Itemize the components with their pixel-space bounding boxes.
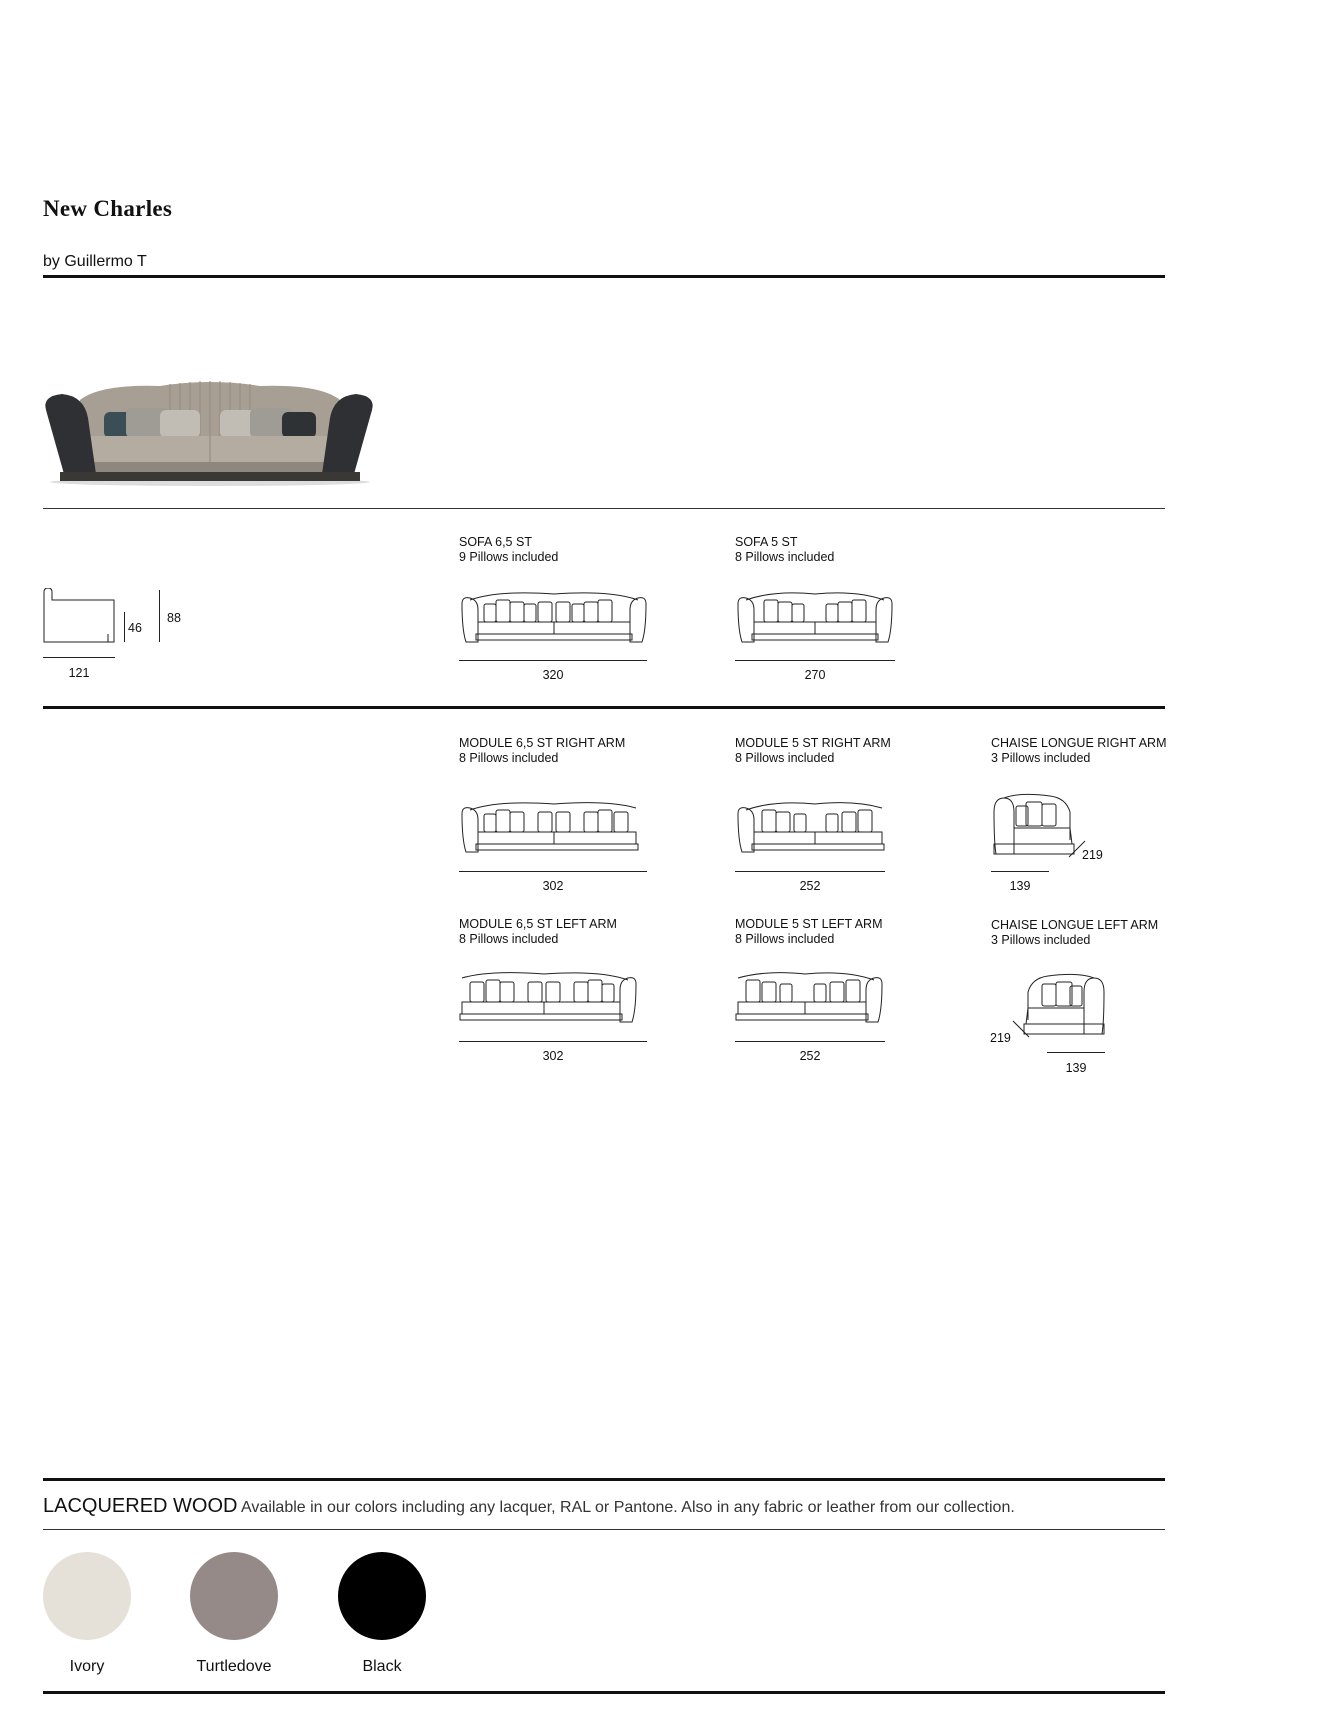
finishes-bottom-divider (43, 1691, 1165, 1694)
item-pillows: 8 Pillows included (735, 932, 835, 946)
swatch-turtledove (190, 1552, 278, 1640)
item-pillows: 8 Pillows included (459, 751, 559, 765)
swatch-black (338, 1552, 426, 1640)
module-5-right-drawing (734, 800, 886, 858)
module-65-right-item (459, 736, 625, 766)
swatch-label-turtledove: Turtledove (196, 1658, 272, 1675)
finishes-divider (43, 1529, 1165, 1530)
chaise-left-width-line (1047, 1052, 1105, 1053)
module-5-left-width-line (735, 1041, 885, 1042)
module-5-right-width-line (735, 871, 885, 872)
sofa-65-drawing (458, 590, 650, 646)
designer-byline: by Guillermo T (43, 253, 147, 270)
module-65-left-item (459, 917, 617, 947)
item-pillows: 8 Pillows included (735, 751, 835, 765)
sofa-65-width: 320 (542, 668, 564, 682)
total-height-dim: 88 (167, 611, 181, 625)
item-pillows: 8 Pillows included (459, 932, 559, 946)
sofa-65-item (459, 535, 558, 565)
side-profile-drawing (42, 588, 117, 643)
module-65-right-width-line (459, 871, 647, 872)
depth-line (43, 657, 115, 658)
chaise-left-drawing (1022, 972, 1108, 1038)
item-pillows: 3 Pillows included (991, 933, 1091, 947)
module-5-left-item (735, 917, 883, 947)
finishes-description: Available in our colors including any lacquer, RAL or Pantone. Also in any fabric or leather from our collection. (241, 1499, 1015, 1516)
photo-divider (43, 508, 1165, 509)
module-65-left-width-line (459, 1041, 647, 1042)
sofa-5-drawing (734, 590, 896, 646)
chaise-right-width: 139 (1009, 879, 1031, 893)
item-name: MODULE 5 ST LEFT ARM (735, 917, 883, 931)
module-65-right-width: 302 (542, 879, 564, 893)
total-height-line (159, 590, 160, 642)
chaise-left-depth: 219 (990, 1031, 1011, 1045)
item-name: MODULE 5 ST RIGHT ARM (735, 736, 891, 750)
item-name: SOFA 5 ST (735, 535, 798, 549)
swatch-circle (190, 1552, 278, 1640)
module-65-left-drawing (458, 970, 640, 1028)
module-65-right-drawing (458, 800, 640, 858)
seat-height-dim: 46 (128, 621, 142, 635)
finishes-top-divider (43, 1478, 1165, 1481)
header-divider (43, 275, 1165, 278)
swatch-circle (338, 1552, 426, 1640)
module-5-left-drawing (734, 970, 886, 1028)
section-divider (43, 706, 1165, 709)
item-name: CHAISE LONGUE RIGHT ARM (991, 736, 1167, 750)
chaise-right-drawing (990, 792, 1080, 858)
item-pillows: 3 Pillows included (991, 751, 1091, 765)
sofa-5-width: 270 (804, 668, 826, 682)
chaise-left-width: 139 (1065, 1061, 1087, 1075)
chaise-right-width-line (991, 871, 1049, 872)
finishes-heading-row (43, 1495, 1015, 1518)
sofa-5-item (735, 535, 834, 565)
product-title: New Charles (43, 196, 173, 221)
swatch-label-ivory: Ivory (69, 1658, 105, 1675)
sofa-65-width-line (459, 660, 647, 661)
swatch-ivory (43, 1552, 131, 1640)
chaise-right-depth: 219 (1082, 848, 1103, 862)
product-photo (40, 378, 378, 486)
sofa-5-width-line (735, 660, 895, 661)
seat-height-line (124, 612, 125, 642)
swatch-circle (43, 1552, 131, 1640)
item-name: MODULE 6,5 ST LEFT ARM (459, 917, 617, 931)
depth-dim: 121 (68, 666, 90, 680)
item-name: MODULE 6,5 ST RIGHT ARM (459, 736, 626, 750)
item-name: SOFA 6,5 ST (459, 535, 532, 549)
chaise-left-depth-line (1012, 1020, 1030, 1038)
module-5-right-width: 252 (799, 879, 821, 893)
module-65-left-width: 302 (542, 1049, 564, 1063)
item-pillows: 8 Pillows included (735, 550, 835, 564)
chaise-left-item (991, 918, 1158, 948)
finishes-heading: LACQUERED WOOD (43, 1495, 238, 1517)
item-pillows: 9 Pillows included (459, 550, 559, 564)
module-5-right-item (735, 736, 891, 766)
module-5-left-width: 252 (799, 1049, 821, 1063)
chaise-right-item (991, 736, 1167, 766)
swatch-label-black: Black (362, 1658, 402, 1675)
item-name: CHAISE LONGUE LEFT ARM (991, 918, 1159, 932)
